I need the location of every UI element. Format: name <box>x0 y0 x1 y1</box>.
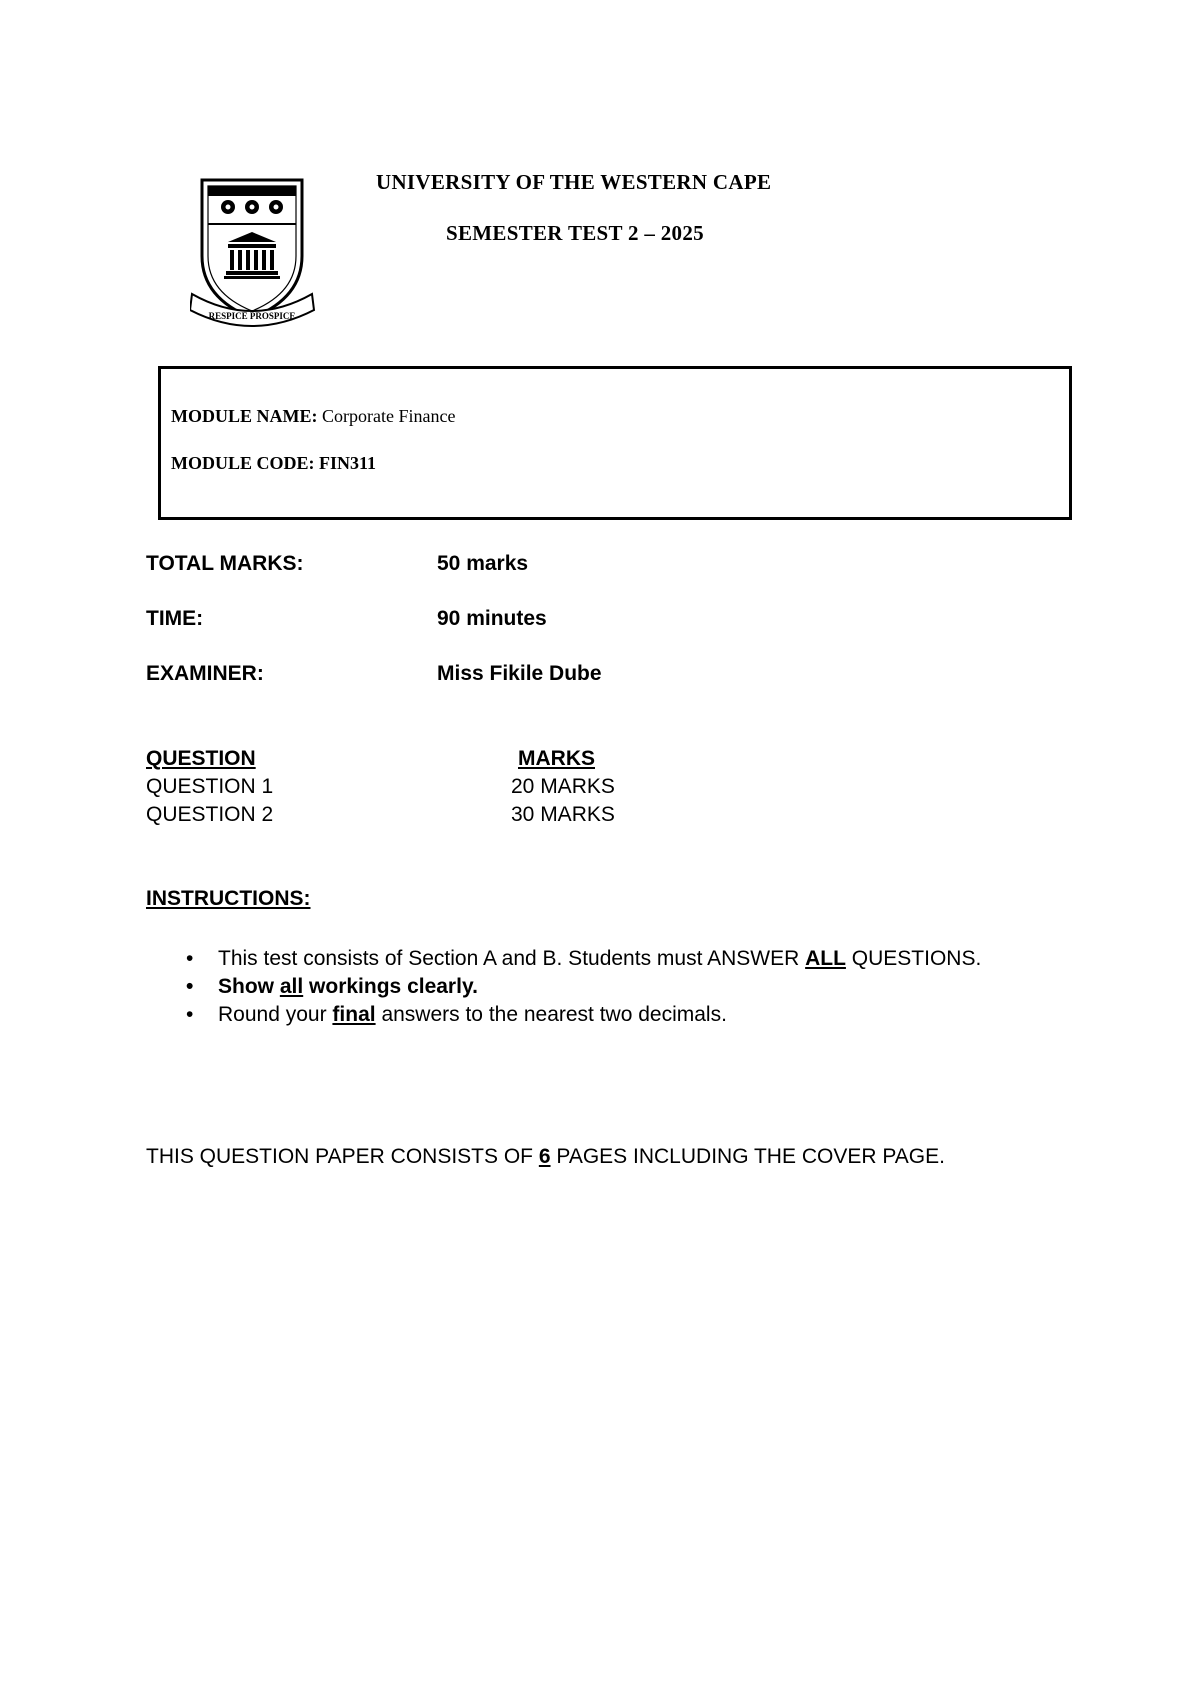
bullet-icon: • <box>186 1003 194 1026</box>
time-label: TIME: <box>146 607 204 630</box>
module-name-line <box>171 406 455 427</box>
module-code-value: FIN311 <box>319 453 377 473</box>
instruction-3-post: answers to the nearest two decimals. <box>381 1003 727 1026</box>
university-crest-logo <box>190 176 320 336</box>
module-name-value: Corporate Finance <box>322 406 456 426</box>
marks-column-header: MARKS <box>518 747 595 770</box>
question-column-header: QUESTION <box>146 747 256 770</box>
total-marks-value: 50 marks <box>437 552 529 575</box>
examiner-label: EXAMINER: <box>146 662 264 685</box>
instruction-2-pre: Show <box>218 975 274 998</box>
module-name-label: MODULE NAME: <box>171 406 318 426</box>
question-row-2-label: QUESTION 2 <box>146 803 274 826</box>
instruction-item-2 <box>182 973 1060 1001</box>
question-row-1-label: QUESTION 1 <box>146 775 274 798</box>
instruction-1-text: This test consists of Section A and B. Students must ANSWER ALL QUESTIONS. <box>218 947 982 970</box>
total-marks-label: TOTAL MARKS: <box>146 552 304 575</box>
instructions-list <box>182 945 1060 1029</box>
instructions-heading: INSTRUCTIONS: <box>146 887 311 910</box>
instruction-item-1 <box>182 945 1060 973</box>
page-count-post: PAGES INCLUDING THE COVER PAGE. <box>556 1145 945 1168</box>
page-count-note <box>146 1145 945 1169</box>
examiner-value: Miss Fikile Dube <box>437 662 602 685</box>
module-info-box <box>158 366 1072 520</box>
instruction-2-post: workings clearly. <box>309 975 478 998</box>
instruction-3-pre: Round your <box>218 1003 327 1026</box>
module-code-line <box>171 453 376 474</box>
time-value: 90 minutes <box>437 607 547 630</box>
university-name: UNIVERSITY OF THE WESTERN CAPE <box>376 170 772 194</box>
module-code-label: MODULE CODE: <box>171 453 315 473</box>
instruction-3-emphasis: final <box>332 1003 376 1026</box>
page-count-number: 6 <box>538 1145 551 1168</box>
crest-motto-text: RESPICE PROSPICE <box>208 311 296 321</box>
question-row-1-marks: 20 MARKS <box>511 775 615 798</box>
page-count-pre: THIS QUESTION PAPER CONSISTS OF <box>146 1145 533 1168</box>
bullet-icon: • <box>186 947 194 970</box>
question-row-2-marks: 30 MARKS <box>511 803 615 826</box>
instruction-1-tail: QUESTIONS. <box>851 947 982 970</box>
test-title: SEMESTER TEST 2 – 2025 <box>446 221 704 245</box>
instruction-2-emphasis: all <box>279 975 304 998</box>
bullet-icon: • <box>186 975 194 998</box>
instruction-item-3 <box>182 1001 1060 1029</box>
instruction-1-emphasis: ALL <box>805 947 846 970</box>
